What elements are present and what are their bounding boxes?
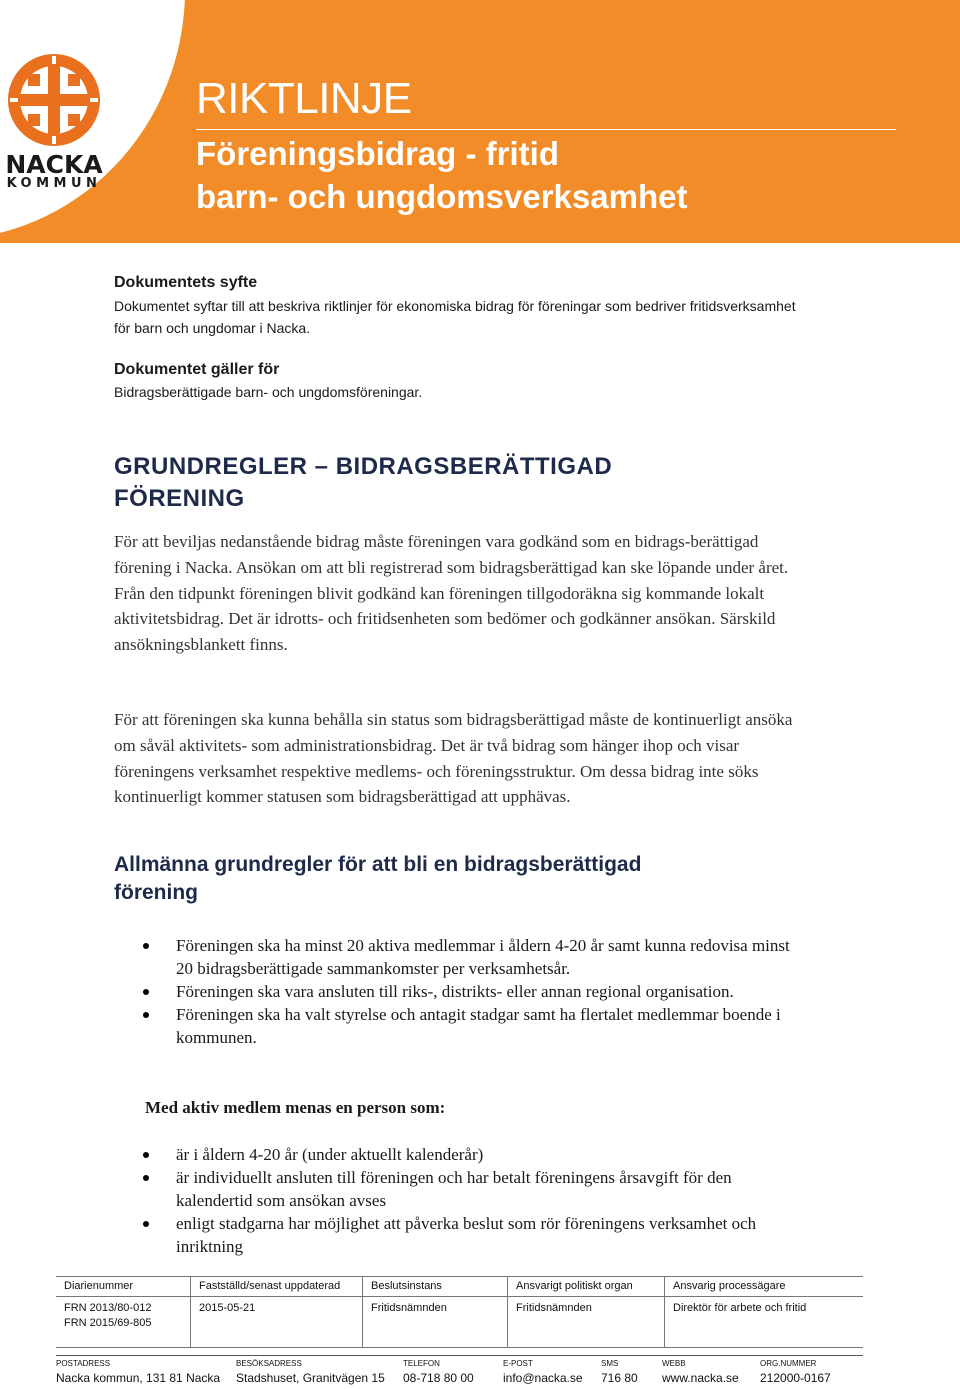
footer-besoksadress [236,1358,385,1386]
footer-postadress [56,1358,220,1386]
logo-name: NACKA [5,150,103,179]
bullet-icon [143,1152,149,1158]
politiskt-organ-cell: Fritidsnämnden [508,1297,665,1348]
table-row [56,1297,863,1348]
list-item [140,934,800,980]
list-item-text: är individuellt ansluten till föreningen och har betalt föreningens årsavgift för den kalendertid som ansökan avses [176,1168,732,1210]
processagare-cell: Direktör för arbete och fritid [665,1297,864,1348]
purpose-heading: Dokumentets syfte [114,274,258,291]
scope-text: Bidragsberättigade barn- och ungdomsföreningar. [114,384,423,400]
footer-value: 716 80 [601,1371,638,1385]
footer-value: Stadshuset, Granitvägen 15 [236,1371,385,1385]
list-item [140,1143,800,1166]
list-item-text: är i åldern 4-20 år (under aktuellt kalenderår) [176,1145,484,1164]
nacka-emblem-icon [4,50,104,150]
allmanna-heading [114,851,834,907]
footer-value: 08-718 80 00 [403,1371,474,1385]
list-item [140,1003,800,1049]
footer-label: WEBB [662,1359,686,1368]
footer-value: www.nacka.se [662,1371,739,1385]
grundregler-heading-line-2: FÖRENING [114,485,245,512]
purpose-text: Dokumentet syftar till att beskriva riktlinjer för ekonomiska bidrag för föreningar som bedriver fritidsverksamhet för barn och ungdomar i Nacka. [114,298,796,336]
document-type: RIKTLINJE [196,74,412,123]
list-item [140,980,800,1003]
footer-label: POSTADRESS [56,1359,111,1368]
aktiv-medlem-list [140,1143,800,1258]
diarienummer-cell [56,1297,191,1348]
column-header: Beslutsinstans [363,1277,508,1297]
footer-epost [503,1358,583,1386]
allmanna-heading-line-1: Allmänna grundregler för att bli en bidragsberättigad [114,853,642,876]
footer-webb [662,1358,739,1386]
diarienummer-value: FRN 2015/69-805 [64,1317,152,1329]
footer-telefon [403,1358,474,1386]
logo-subtitle: KOMMUN [6,176,102,191]
bullet-icon [143,1012,149,1018]
footer-orgnummer [760,1358,831,1386]
faststalld-cell: 2015-05-21 [191,1297,363,1348]
aktiv-medlem-heading: Med aktiv medlem menas en person som: [145,1098,446,1117]
allmanna-list [140,934,800,1049]
footer-label: TELEFON [403,1359,440,1368]
document-title-line-2: barn- och ungdomsverksamhet [196,178,688,215]
document-info-table [56,1276,863,1348]
grundregler-heading-line-1: GRUNDREGLER – BIDRAGSBERÄTTIGAD [114,453,613,480]
footer-divider [56,1355,863,1356]
footer-label: SMS [601,1359,619,1368]
footer-label: ORG.NUMMER [760,1359,817,1368]
list-item-text: Föreningen ska ha valt styrelse och antagit stadgar samt ha flertalet medlemmar boende i kommunen. [176,1005,781,1047]
diarienummer-value: FRN 2013/80-012 [64,1302,152,1314]
column-header: Ansvarig processägare [665,1277,864,1297]
grundregler-paragraph-2: För att föreningen ska kunna behålla sin status som bidragsberättigad måste de kontinuerligt ansöka om såväl aktivitets- som administrationsbidrag. Det är två bidrag som hänger ihop och visar föreningens verksamhet respektive medlems- och föreningsstruktur. Om dessa bidrag inte söks kontinuerligt kommer statusen som bidragsberättigad att upphävas. [114,710,793,807]
grundregler-paragraph-1: För att beviljas nedanstående bidrag måste föreningen vara godkänd som en bidrags-berättigad förening i Nacka. Ansökan om att bli registrerad som bidragsberättigad kan ske löpande under året. Från den tidpunkt föreningen blivit godkänd kan föreningen tillgodoräkna sig kommande lokalt aktivitetsbidrag. Det är idrotts- och fritidsenheten som bedömer och godkänner ansökan. Särskild ansökningsblankett finns. [114,532,789,655]
column-header: Diarienummer [56,1277,191,1297]
bullet-icon [143,989,149,995]
bullet-icon [143,1221,149,1227]
footer-value: 212000-0167 [760,1371,831,1385]
document-title-line-1: Föreningsbidrag - fritid [196,135,559,172]
footer-sms [601,1358,638,1386]
grundregler-heading [114,451,834,515]
column-header: Ansvarigt politiskt organ [508,1277,665,1297]
footer-label: BESÖKSADRESS [236,1359,302,1368]
list-item-text: enligt stadgarna har möjlighet att påverka beslut som rör föreningens verksamhet och inriktning [176,1214,757,1256]
table-header-row [56,1277,863,1297]
allmanna-heading-line-2: förening [114,881,198,904]
list-item-text: Föreningen ska ha minst 20 aktiva medlemmar i åldern 4-20 år samt kunna redovisa minst 20 bidragsberättigade sammankomster per verksamhetsår. [176,936,790,978]
list-item [140,1212,800,1258]
column-header: Fastställd/senast uppdaterad [191,1277,363,1297]
bullet-icon [143,1175,149,1181]
list-item-text: Föreningen ska vara ansluten till riks-, distrikts- eller annan regional organisation. [176,982,734,1001]
footer-value: Nacka kommun, 131 81 Nacka [56,1371,221,1385]
footer-value: info@nacka.se [503,1371,583,1385]
footer-label: E-POST [503,1359,533,1368]
scope-heading: Dokumentet gäller för [114,361,280,378]
header-divider [196,129,896,130]
bullet-icon [143,943,149,949]
beslutsinstans-cell: Fritidsnämnden [363,1297,508,1348]
list-item [140,1166,800,1212]
